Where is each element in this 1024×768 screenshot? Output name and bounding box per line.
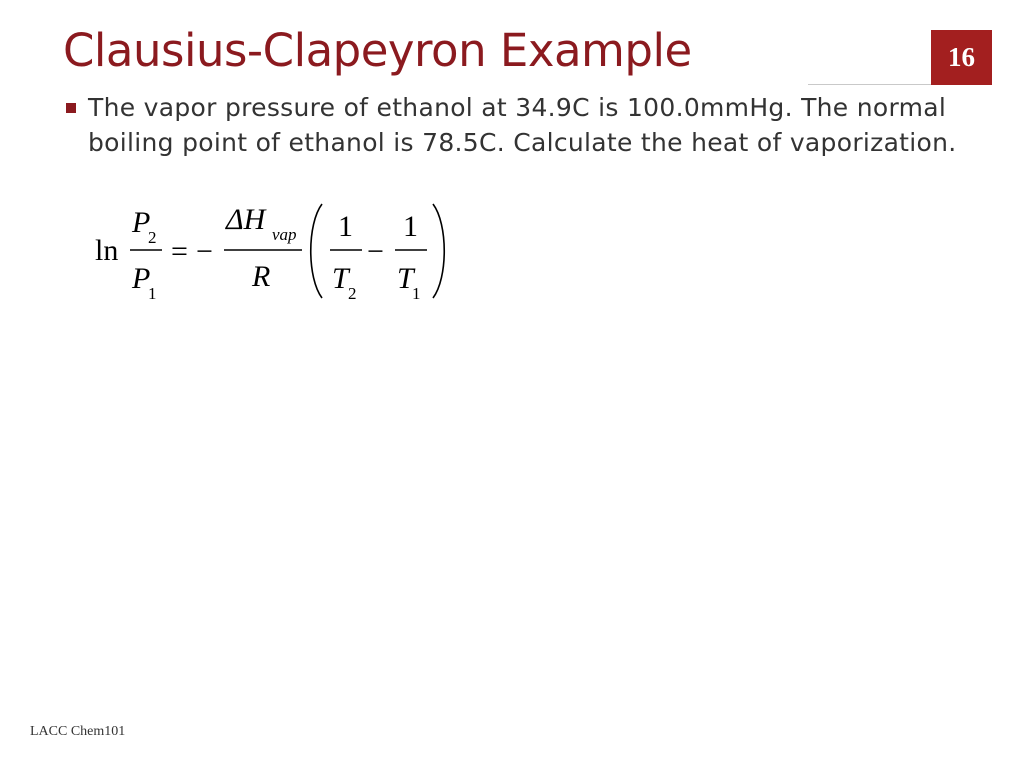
eq-left-paren	[311, 204, 322, 298]
eq-p1-subscript: 1	[148, 284, 157, 303]
eq-minus-sign: −	[196, 235, 213, 268]
eq-t2-subscript: 2	[348, 284, 357, 303]
slide-title: Clausius-Clapeyron Example	[63, 24, 692, 77]
clausius-clapeyron-equation	[90, 196, 450, 306]
footer-course-label: LACC Chem101	[30, 724, 126, 739]
eq-delta-h: ΔH	[226, 203, 266, 236]
eq-p1: P	[132, 262, 151, 295]
eq-minus-between: −	[367, 235, 384, 268]
problem-statement: The vapor pressure of ethanol at 34.9C is 100.0mmHg. The normal boiling point of ethanol is 78.5C. Calculate the heat of vaporization.	[88, 93, 957, 157]
eq-numerator-1: 1	[338, 210, 353, 243]
bullet-square-icon	[66, 103, 76, 113]
eq-p2-subscript: 2	[148, 228, 157, 247]
eq-t1: T	[397, 262, 414, 295]
eq-numerator-1b: 1	[403, 210, 418, 243]
eq-vap-subscript: vap	[272, 225, 297, 244]
eq-right-paren	[433, 204, 444, 298]
eq-equals: =	[171, 235, 188, 268]
slide-number-badge: 16	[931, 30, 992, 85]
eq-r: R	[252, 260, 271, 293]
eq-p2: P	[132, 206, 151, 239]
eq-t2: T	[332, 262, 349, 295]
eq-ln: ln	[95, 234, 119, 267]
eq-t1-subscript: 1	[412, 284, 421, 303]
